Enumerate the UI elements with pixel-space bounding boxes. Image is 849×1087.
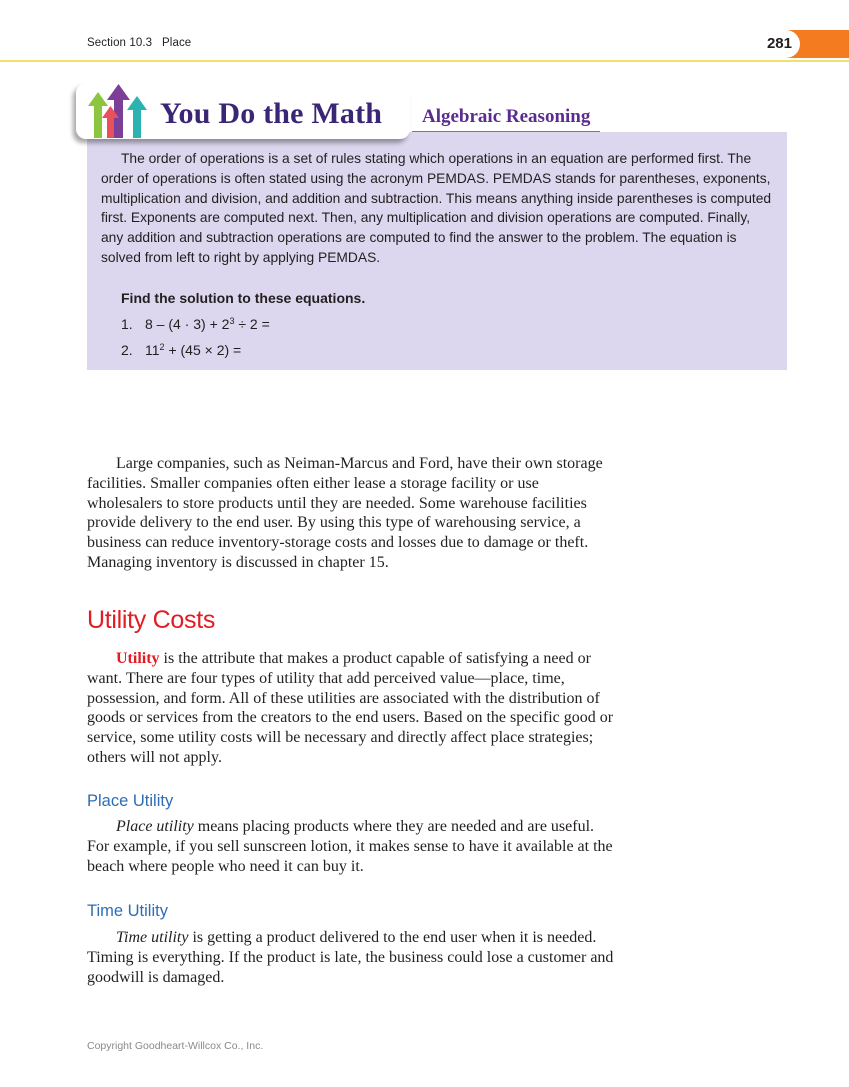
equation-2-number: 2. bbox=[121, 342, 133, 358]
body-paragraph-time-utility bbox=[87, 928, 617, 987]
section-title: Place bbox=[162, 37, 192, 49]
arrow-teal bbox=[127, 96, 147, 138]
heading-utility-costs: Utility Costs bbox=[87, 606, 216, 634]
equation-2 bbox=[121, 342, 241, 358]
section-number: Section 10.3 bbox=[87, 37, 153, 49]
equation-1-number: 1. bbox=[121, 316, 133, 332]
running-header bbox=[87, 37, 191, 49]
math-prompt: Find the solution to these equations. bbox=[121, 290, 366, 306]
math-paragraph-text: The order of operations is a set of rules stating which operations in an equation are performed first. The order of operations is often stated using the acronym PEMDAS. PEMDAS stands for parentheses, exponents, multiplication and division, and addition and subtraction. This means anything inside parentheses is computed first. Exponents are computed next. Then, any multiplication and division operations are computed. Finally, any addition and subtraction operations are computed to find the answer to the problem. The equation is solved from left to right by applying PEMDAS. bbox=[101, 151, 772, 265]
math-feature-title: You Do the Math bbox=[160, 97, 383, 130]
body-paragraph-time-utility-text: is getting a product delivered to the end user when it is needed. Timing is everything. If the product is late, the business could lose a customer and goodwill is damaged. bbox=[87, 929, 614, 986]
page-number: 281 bbox=[766, 35, 792, 52]
term-time-utility: Time utility bbox=[116, 929, 189, 946]
equation-2-rest: + (45 × 2) = bbox=[164, 342, 242, 358]
body-paragraph-utility-text: is the attribute that makes a product capable of satisfying a need or want. There are four types of utility that add perceived value—place, time, possession, and form. All of these utilities are associated with the distribution of goods or services from the creators to the end users. Based on the specific good or service, some utility costs will be necessary and directly affect place strategies; others will not apply. bbox=[87, 650, 614, 766]
body-paragraph-place-utility bbox=[87, 817, 617, 876]
subtitle-rule bbox=[412, 131, 600, 132]
body-paragraph-storage-text: Large companies, such as Neiman-Marcus and Ford, have their own storage facilities. Smaller companies often either lease a storage facility or use wholesalers to store products until they are needed. Some warehouse facilities provide delivery to the end user. By using this type of warehousing service, a business can reduce inventory-storage costs and losses due to damage or theft. Managing inventory is discussed in chapter 15. bbox=[87, 455, 603, 571]
body-paragraph-storage bbox=[87, 454, 617, 573]
equation-2-exponent: 2 bbox=[159, 342, 165, 352]
header-rule bbox=[0, 60, 849, 62]
copyright-footer: Copyright Goodheart-Willcox Co., Inc. bbox=[87, 1040, 264, 1052]
equation-1-base: 8 – (4 · 3) + 2 bbox=[145, 316, 230, 332]
term-place-utility: Place utility bbox=[116, 818, 194, 835]
body-paragraph-place-utility-text: means placing products where they are needed and are useful. For example, if you sell sunscreen lotion, it makes sense to have it available at the beach where people who need it can buy it. bbox=[87, 818, 613, 875]
up-arrows-icon bbox=[88, 84, 150, 138]
key-term-utility: Utility bbox=[116, 650, 160, 667]
heading-place-utility: Place Utility bbox=[87, 792, 174, 810]
equation-1 bbox=[121, 316, 270, 332]
equation-2-base: 11 bbox=[145, 342, 160, 358]
heading-time-utility: Time Utility bbox=[87, 902, 168, 920]
math-paragraph bbox=[101, 149, 773, 268]
math-feature-subtitle: Algebraic Reasoning bbox=[422, 106, 591, 127]
equation-1-exponent: 3 bbox=[229, 316, 235, 326]
body-paragraph-utility bbox=[87, 649, 617, 768]
equation-1-rest: ÷ 2 = bbox=[234, 316, 270, 332]
